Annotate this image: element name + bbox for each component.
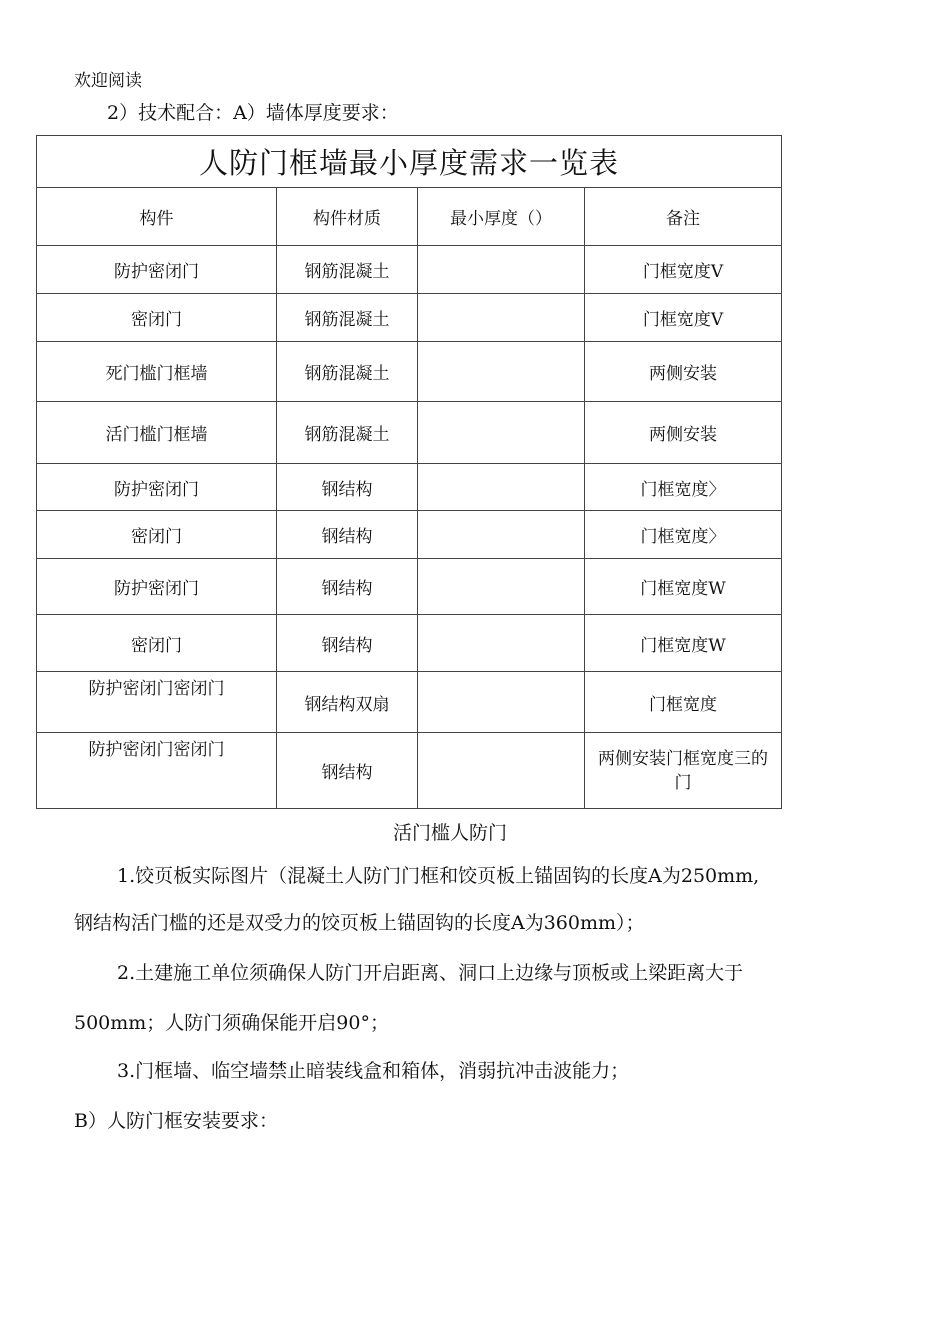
table-cell xyxy=(418,402,585,464)
table-cell: 门框宽度 xyxy=(585,672,782,733)
table-header-row xyxy=(37,188,782,246)
column-header: 构件材质 xyxy=(277,188,418,246)
table-row xyxy=(37,615,782,672)
table-cell: 防护密闭门密闭门 xyxy=(37,672,277,733)
paragraph-line: 1.饺页板实际图片（混凝土人防门门框和饺页板上锚固钩的长度A为250mm, xyxy=(117,865,760,887)
table-cell: 密闭门 xyxy=(37,615,277,672)
table-cell xyxy=(418,511,585,559)
table-cell: 防护密闭门 xyxy=(37,246,277,294)
welcome-text: 欢迎阅读 xyxy=(74,71,142,91)
section-heading-b: B）人防门框安装要求： xyxy=(74,1110,278,1132)
table-cell: 钢结构 xyxy=(277,464,418,511)
table-row xyxy=(37,294,782,342)
paragraph-line: 3.门框墙、临空墙禁止暗装线盒和箱体，消弱抗冲击波能力； xyxy=(117,1060,630,1082)
table-title: 人防门框墙最小厚度需求一览表 xyxy=(37,136,782,188)
table-cell: 两侧安装门框宽度三的门 xyxy=(585,733,782,809)
column-header: 构件 xyxy=(37,188,277,246)
table-cell: 密闭门 xyxy=(37,294,277,342)
column-header: 备注 xyxy=(585,188,782,246)
table-caption: 活门槛人防门 xyxy=(392,822,507,844)
table-cell: 防护密闭门密闭门 xyxy=(37,733,277,809)
table-cell: 门框宽度〉 xyxy=(585,464,782,511)
table-cell: 钢结构 xyxy=(277,511,418,559)
table-row xyxy=(37,733,782,809)
table-cell xyxy=(418,672,585,733)
table-cell xyxy=(418,342,585,402)
table-row xyxy=(37,402,782,464)
table-cell xyxy=(418,464,585,511)
table-row xyxy=(37,559,782,615)
table-cell: 钢结构双扇 xyxy=(277,672,418,733)
table-cell: 钢筋混凝土 xyxy=(277,294,418,342)
thickness-table xyxy=(36,135,782,809)
table-cell xyxy=(418,615,585,672)
table-cell: 死门槛门框墙 xyxy=(37,342,277,402)
paragraph-line: 2.土建施工单位须确保人防门开启距离、洞口上边缘与顶板或上梁距离大于 xyxy=(117,962,744,984)
table-cell xyxy=(418,559,585,615)
table-cell: 钢结构 xyxy=(277,615,418,672)
table-cell: 门框宽度V xyxy=(585,246,782,294)
paragraph-line: 500mm；人防门须确保能开启90°； xyxy=(74,1012,389,1034)
table-cell: 钢筋混凝土 xyxy=(277,246,418,294)
table-cell: 门框宽度W xyxy=(585,559,782,615)
column-header: 最小厚度（） xyxy=(418,188,585,246)
table-row xyxy=(37,511,782,559)
table-cell: 钢结构 xyxy=(277,733,418,809)
table-cell: 两侧安装 xyxy=(585,342,782,402)
table-cell: 防护密闭门 xyxy=(37,559,277,615)
table-cell: 钢筋混凝土 xyxy=(277,402,418,464)
table-row xyxy=(37,342,782,402)
table-cell xyxy=(418,294,585,342)
table-cell: 门框宽度W xyxy=(585,615,782,672)
table-cell xyxy=(418,246,585,294)
paragraph-line: 钢结构活门槛的还是双受力的饺页板上锚固钩的长度A为360mm）； xyxy=(74,912,645,934)
table-row xyxy=(37,246,782,294)
table-cell: 钢结构 xyxy=(277,559,418,615)
table-cell: 钢筋混凝土 xyxy=(277,342,418,402)
table-row xyxy=(37,464,782,511)
table-cell: 门框宽度〉 xyxy=(585,511,782,559)
table-row xyxy=(37,672,782,733)
table-cell xyxy=(418,733,585,809)
table-cell: 两侧安装 xyxy=(585,402,782,464)
table-cell: 门框宽度V xyxy=(585,294,782,342)
section-heading: 2）技术配合：A）墙体厚度要求： xyxy=(107,102,399,124)
table-cell: 活门槛门框墙 xyxy=(37,402,277,464)
table-cell: 密闭门 xyxy=(37,511,277,559)
table-cell: 防护密闭门 xyxy=(37,464,277,511)
